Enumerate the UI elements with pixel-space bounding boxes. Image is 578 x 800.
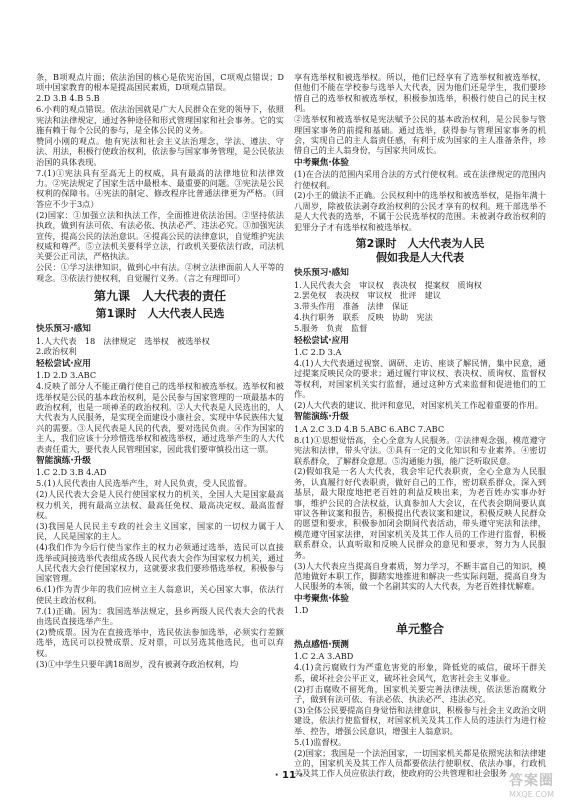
- answer-paragraph: (2)打击腐败不留死角，国家机关要完善法律法规，依法惩治腐败分子，做到有法可依、有法必依、执法必严、违法必究。: [294, 683, 546, 705]
- answer-paragraph: 4.执行职务 联系 反映 协助 宪法: [294, 312, 433, 323]
- answer-paragraph: 赞同小刚的观点。他有宪法和社会主义法治理念，学法、遵法、守法、用法，积极行使政治权利，依法参与国家事务管理，是公民依法治国的具体表现。: [36, 135, 284, 167]
- left-top-answers: [36, 72, 284, 283]
- answer-paragraph: 2.D 3.B 4.B 5.B: [36, 93, 100, 104]
- answer-paragraph: 1.A 2.C 3.D 4.B 5.ABC 6.ABC 7.ABC: [294, 423, 445, 434]
- watermark-url: MXQE.COM: [508, 790, 554, 799]
- answer-paragraph: (4)我们作为今后行使当家作主的权力必须通过选举，选民可以直接选举或间接选举代表组成各级人民代表大会作为国家权力机关，通过人民代表大会行使国家权力，这就要求我们要珍惜选举权，积极参与国家管理。: [36, 542, 284, 584]
- answer-paragraph: ②选举权和被选举权是宪法赋予公民的基本政治权利，是公民参与管理国家事务的前提和基础。通过选举，获得参与管理国家事务的机会，实现自己的主人翁责任感，有利于成为国家的主人准备条件，珍惜自己的主人翁身份，与国家共同成长。: [294, 114, 546, 156]
- section-title-try: 轻松尝试·应用: [36, 358, 91, 369]
- answer-paragraph: 4.(1)人大代表通过视察、调研、走访、座谈了解民情，集中民意，通过提案反映民众的要求；通过履行审议权、表决权、质询权、监督权等权利，对国家机关实行监督，通过这种方式来监督和促进他们的工作。: [294, 357, 546, 400]
- answer-paragraph: 7.(1)正确。因为：我国选举法规定，县乡两级人民代表大会的代表由选民直接选举产生。: [36, 605, 284, 627]
- section-title-preview-2: 快乐预习·感知: [294, 268, 349, 279]
- answer-paragraph: 5.服务 负责 监督: [294, 323, 368, 334]
- watermark-logo: 答案圈: [509, 773, 554, 789]
- answer-paragraph: (2)假如我是一名人大代表，我会牢记代表职责，全心全意为人民服务，认真履行好代表职责，做好自己的工作，密切联系群众，深入到基层，最大限度地把老百姓的利益反映出来，为老百姓办实事办好事，维护公民的合法权益，认真参加人大会议，在代表会期间要认真审议各种议案和报告，积极提出代表议案和建议，积极反映人民群众的愿望和要求，积极参加闭会期间代表活动，带头遵守宪法和法律，模范遵守国家法律，对国家机关及其工作人员的工作进行监督，积极联系群众，认真听取和反映人民群众的意见和要求，努力为人民服务。: [294, 466, 546, 560]
- answer-paragraph: 1.C 2.D 3.A: [294, 346, 342, 357]
- section-hotspot-answers: [294, 651, 546, 736]
- section-title-hotspot: 热点感悟·预测: [294, 640, 349, 650]
- lesson-subtitle-2-line2: 假如我是人大代表: [376, 251, 464, 265]
- answer-paragraph: (2)国家；我国是一个法治国家，一切国家机关都是依照宪法和法律建立的，国家机关及其工作人员都要依法行使职权、依法办事，行政机关及其工作人员应依法行政，使政府的公共管理和社会服务: [294, 747, 546, 779]
- answer-paragraph: 3.带头作用 准备 法律 保证: [294, 301, 409, 312]
- unit-title: 单元整合: [395, 621, 444, 636]
- answer-paragraph: 条，B项观点片面；依法治国的核心是依宪治国，C项观点错误；D项中国家教育的根本是提高国民素质，D项观点错误。: [36, 72, 284, 93]
- answer-paragraph: 1.人民代表大会 审议权 表决权 提案权 质询权: [294, 279, 482, 290]
- lesson-subtitle-1: 第1课时 人大代表人民选: [95, 307, 225, 321]
- answer-paragraph: 1.C 2.A 3.ABD: [294, 651, 354, 662]
- answer-paragraph: 享有选举权和被选举权。所以，他们已经享有了选举权和被选举权，但他们不能在学校参与选举人大代表，因为他们还是学生，我们要珍惜自己的选举权和被选举权，积极参加选举，积极行使自己的民主权利。: [294, 72, 546, 114]
- answer-paragraph: 公民：①学习法律知识，做到心中有法。②树立法律面前人人平等的观念。③依法行使权利，自觉履行义务。（言之有理即可）: [36, 262, 284, 283]
- right-top-answers: [294, 72, 546, 156]
- answer-paragraph: 4.反映了部分人不能正确行使自己的选举权和被选举权。选举权和被选举权是公民的基本政治权利，是公民参与国家管理的一项最基本的政治权利，也是一项神圣的政治权利。②人大代表是人民选出的，人大代表为人民服务，是实现全面建设小康社会、实现中华民族伟大复兴的需要。③人民代表是人民的代表，要对选民负责。④作为国家的主人，我们应该十分珍惜选举权和被选举权，通过选举产生的人大代表责任重大，要代表人民管理国家，因此我们要审慎投出这一票。: [36, 381, 284, 454]
- answer-paragraph: (3)①中学生只要年满18周岁，没有被剥夺政治权利，均: [36, 658, 239, 669]
- answer-paragraph: 2.政治权利: [36, 346, 77, 357]
- section-title-exam-2: 中考聚焦·体验: [294, 593, 349, 604]
- answer-paragraph: (2)人大代表的建议、批评和意见，对国家机关工作起着重要的作用。: [294, 399, 544, 410]
- answer-paragraph: 8.(1)①思想觉悟高，全心全意为人民服务。②法律观念强，模范遵守宪法和法律，带头守法。③具有一定的文化知识和专业素养。④密切联系群众，了解群众意愿。⑤沟通能力强，能广泛听取民意。: [294, 434, 546, 466]
- section-title-exam: 中考聚焦·体验: [294, 157, 349, 168]
- answer-paragraph: (2)小王的做法不正确。公民权利中的选举权和被选举权，是指年满十八周岁，除被依法剥夺政治权利的公民才享有的权利。班干部选举不是人大代表的选举，不属于公民选举权的范围。未被剥夺政治权利的犯罪分子才有选举权和被选举权。: [294, 190, 546, 232]
- answer-paragraph: 1.D 2.D 3.ABC: [36, 370, 97, 381]
- answer-paragraph: 6.小莉的观点错误。依法治国就是广大人民群众在党的领导下，依照宪法和法律规定，通过各种途径和形式管理国家和社会事务。它的实施有赖于每个公民的参与，是全体公民的义务。: [36, 104, 284, 136]
- section-try-answers: [36, 370, 284, 454]
- section-exam-answers-2: [294, 605, 546, 615]
- answer-paragraph: (3)人大代表应当提高自身素质，努力学习，不断丰富自己的知识，模范地做好本职工作，脚踏实地推进和解决一些实际问题，提高自身为人民服务的本领，做一个名副其实的人大代表，为老百姓排忧解难。: [294, 560, 546, 592]
- answer-paragraph: 1.人大代表 18 法律规定 选举权 被选举权: [36, 335, 210, 346]
- answer-paragraph: (3)我国是人民民主专政的社会主义国家，国家的一切权力属于人民，人民是国家的主人。: [36, 520, 284, 542]
- lesson-subtitle-2: [294, 237, 546, 265]
- section-title-try-2: 轻松尝试·应用: [294, 335, 349, 346]
- section-practice-answers: [36, 467, 284, 669]
- answer-paragraph: 5.(1)人民代表由人民选举产生，对人民负责，受人民监督。: [36, 478, 252, 489]
- answer-paragraph: (1)在合法的范围内采用合法的方式行使权利。或在法律规定的范围内行使权利。: [294, 169, 546, 190]
- answer-paragraph: 1.C 2.D 3.B 4.AD: [36, 467, 107, 478]
- section-title-preview: 快乐预习·感知: [36, 324, 91, 335]
- lesson-subtitle-2-line1: 第2课时 人大代表为人民: [355, 237, 485, 251]
- section-title-practice-2: 智能演练·升级: [294, 412, 349, 423]
- answer-paragraph: (2)人民代表大会是人民行使国家权力的机关，全国人大是国家最高权力机关，拥有最高立法权、最高任免权、最高决定权、最高监督权。: [36, 489, 284, 521]
- section-try-answers-2: [294, 347, 546, 410]
- answer-paragraph: 1.D: [294, 605, 309, 616]
- answer-paragraph: 7.(1)①宪法具有至高无上的权威，具有最高的法律地位和法律效力。②宪法规定了国家生活中最根本、最重要的问题。③宪法是公民权利的保障书。④宪法的制定、修改程序比普通法律更为严格。（回答应不少于3点）: [36, 167, 284, 209]
- answer-paragraph: 6.(1)作为青少年的我们应树立主人翁意识，关心国家大事，依法行使民主政治权利。: [36, 584, 284, 605]
- section-practice-answers-2: [294, 424, 546, 592]
- section-title-practice: 智能演练·升级: [36, 456, 91, 466]
- page-number: · 11 ·: [274, 770, 304, 781]
- answer-paragraph: 5.(1)监督权。: [294, 736, 347, 747]
- answer-paragraph: (2)赞成票。因为在直接选举中，选民依法参加选举，必须实行差额选举，选民可以投赞成票、反对票，可以另选其他选民，也可以弃权。: [36, 627, 284, 658]
- answer-paragraph: (2)国家：①加强立法和执法工作，全面推进依法治国。②坚持依法执政，做到有法可依、有法必依、执法必严、违法必究。③加强宪法宣传，提高公民的法治意识。④提高公民的法律意识，自觉维护宪法权威和尊严。⑤立法机关要科学立法，行政机关要依法行政，司法机关要公正司法，严格执法。: [36, 209, 284, 262]
- section-preview-answers: [36, 336, 284, 357]
- section-preview-answers-2: [294, 280, 546, 334]
- left-column: [36, 72, 284, 670]
- answer-paragraph: 4.(1)贪污腐败行为严重危害党的形象，降低党的威信，破坏干群关系，破坏社会公平正义，破坏社会风气，危害社会主义事业。: [294, 662, 546, 683]
- watermark: [484, 770, 554, 799]
- answer-paragraph: (3)全体公民要提高自身觉悟和法律意识，积极参与社会主义政治文明建设，依法行使监督权，对国家机关及其工作人员的违法行为进行检举、控告，增强公民意识，增强主人翁意识。: [294, 704, 546, 736]
- right-column: [294, 72, 546, 779]
- lesson-title: 第九课 人大代表的责任: [93, 289, 226, 304]
- answer-paragraph: 2.罢免权 表决权 审议权 批评 建议: [294, 290, 441, 301]
- section-exam-answers: [294, 169, 546, 232]
